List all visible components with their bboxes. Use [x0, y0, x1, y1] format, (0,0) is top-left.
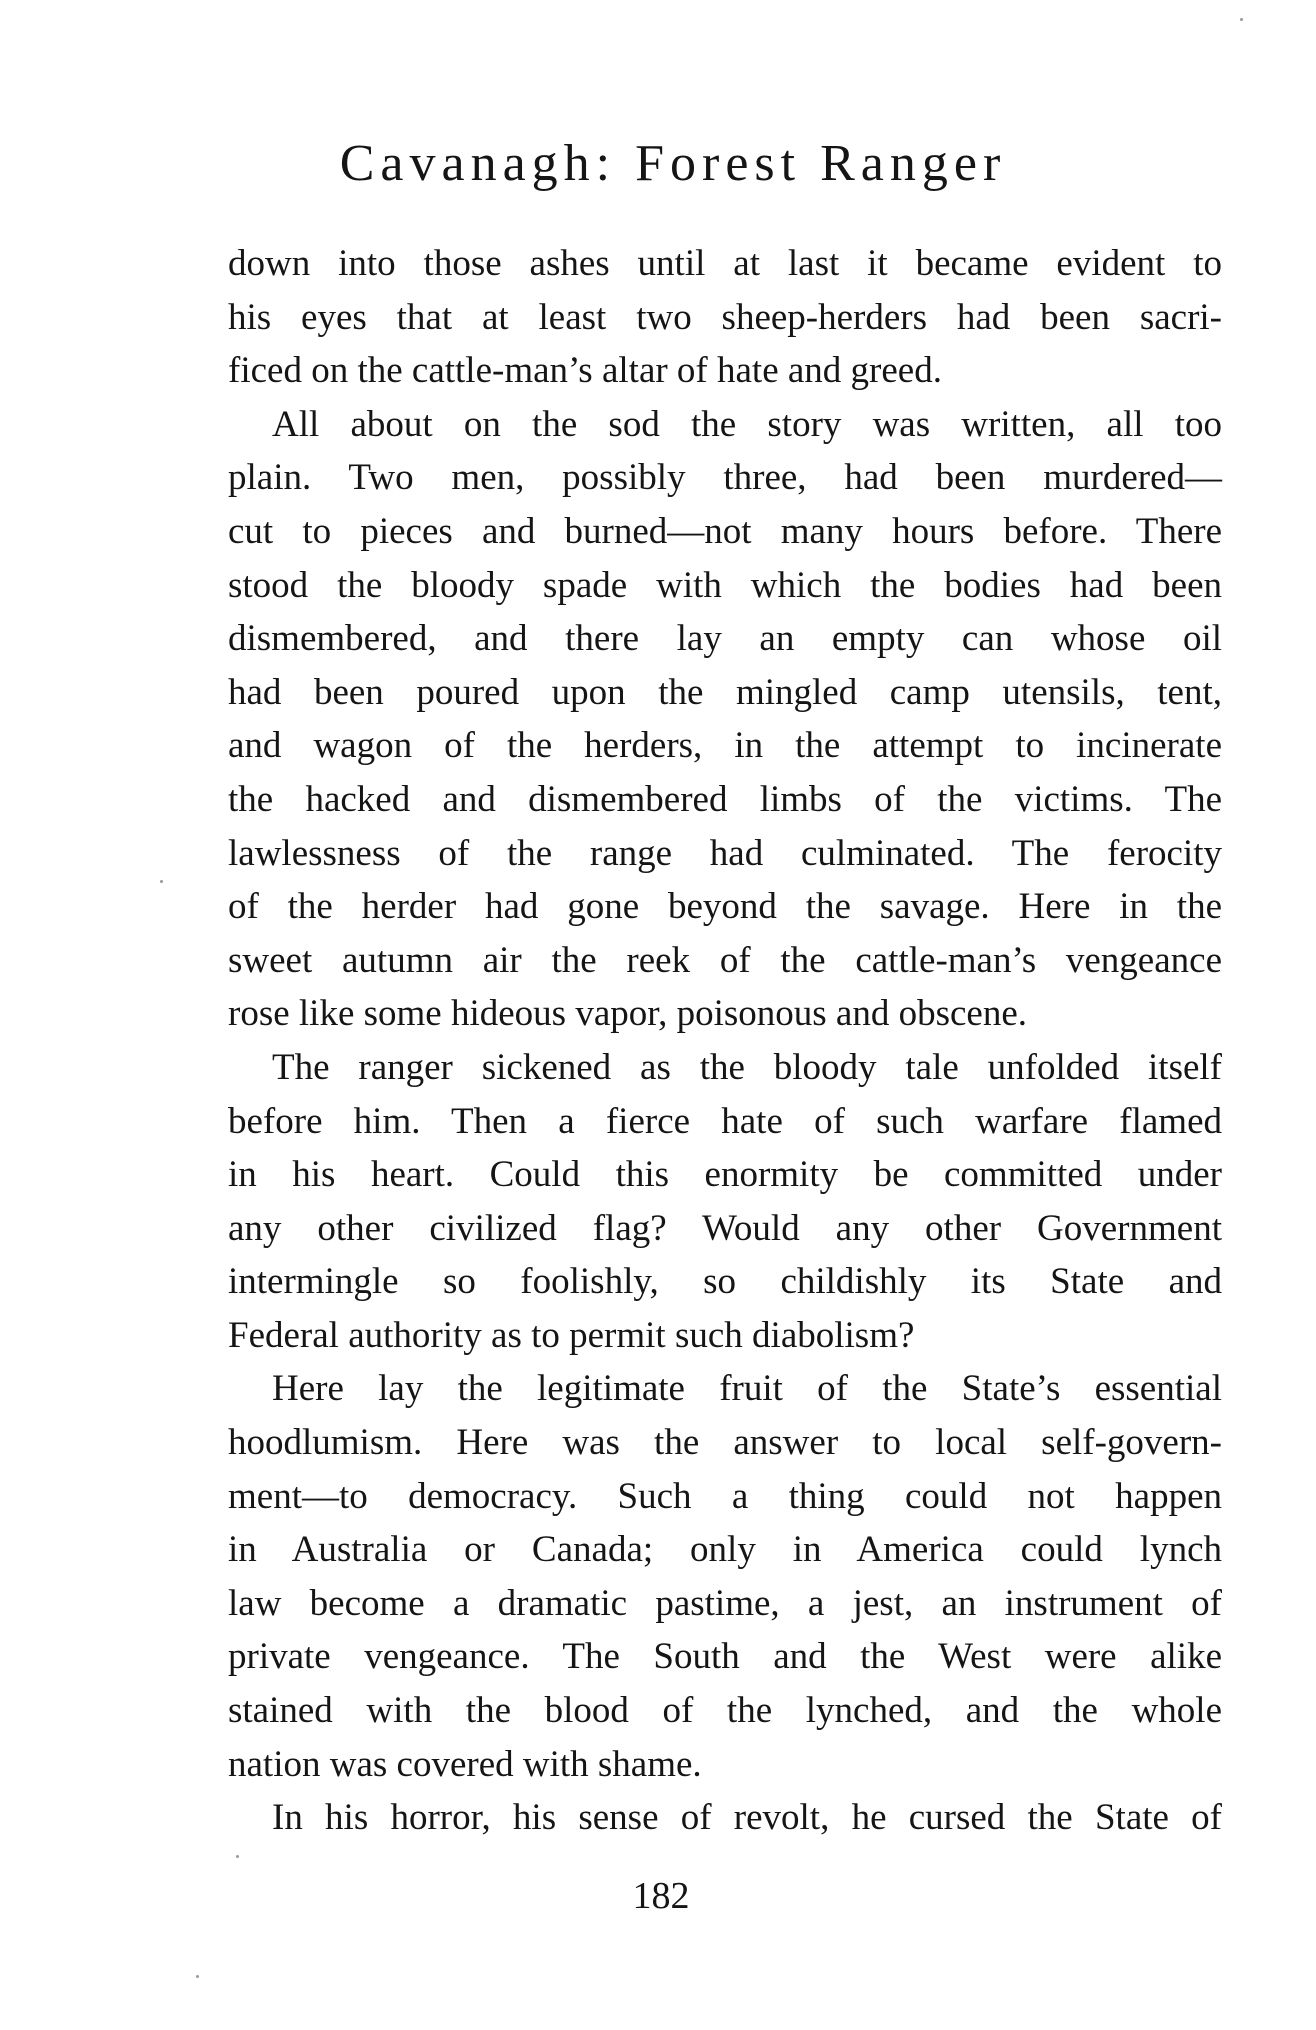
page-number: 182 — [632, 1875, 690, 1917]
text-line: his eyes that at least two sheep-herders had been sacri- — [228, 296, 1222, 338]
text-line: nation was covered with shame. — [228, 1743, 702, 1785]
text-line: had been poured upon the mingled camp utensils, tent, — [228, 671, 1222, 713]
text-line: before him. Then a fierce hate of such warfare flamed — [228, 1100, 1222, 1142]
text-line: the hacked and dismembered limbs of the victims. The — [228, 778, 1222, 820]
text-line: ficed on the cattle-man’s altar of hate and greed. — [228, 350, 942, 392]
text-line: down into those ashes until at last it became evident to — [228, 243, 1222, 284]
text-line: stained with the blood of the lynched, and the whole — [228, 1690, 1222, 1732]
text-line: cut to pieces and burned—not many hours before. There — [228, 510, 1222, 552]
text-line: stood the bloody spade with which the bodies had been — [228, 564, 1222, 606]
running-head: Cavanagh: Forest Ranger — [339, 135, 1007, 192]
text-line: sweet autumn air the reek of the cattle-man’s vengeance — [228, 939, 1222, 981]
text-line: Federal authority as to permit such diabolism? — [228, 1314, 915, 1356]
text-line: hoodlumism. Here was the answer to local self-govern- — [228, 1422, 1222, 1464]
text-line: any other civilized flag? Would any other Government — [228, 1207, 1222, 1249]
text-line: dismembered, and there lay an empty can whose oil — [228, 618, 1222, 660]
text-line: and wagon of the herders, in the attempt to incinerate — [228, 725, 1222, 767]
scan-speck — [236, 1855, 239, 1858]
text-line: in his heart. Could this enormity be committed under — [228, 1154, 1222, 1196]
text-line: Here lay the legitimate fruit of the State’s essential — [272, 1368, 1222, 1410]
text-line: All about on the sod the story was written, all too — [272, 403, 1222, 445]
text-line: lawlessness of the range had culminated. The ferocity — [228, 832, 1222, 874]
text-line: law become a dramatic pastime, a jest, an instrument of — [228, 1582, 1222, 1624]
text-line: ment—to democracy. Such a thing could not happen — [228, 1475, 1222, 1517]
text-line: in Australia or Canada; only in America could lynch — [228, 1529, 1222, 1571]
text-line: plain. Two men, possibly three, had been murdered— — [228, 457, 1222, 499]
scan-speck — [1240, 18, 1243, 21]
scan-speck — [160, 880, 163, 883]
body-text — [228, 237, 1222, 1845]
text-line: rose like some hideous vapor, poisonous and obscene. — [228, 993, 1028, 1035]
text-line: private vengeance. The South and the West were alike — [228, 1636, 1222, 1678]
text-line: In his horror, his sense of revolt, he cursed the State of — [272, 1797, 1222, 1839]
text-line: The ranger sickened as the bloody tale unfolded itself — [272, 1046, 1222, 1088]
text-line: of the herder had gone beyond the savage. Here in the — [228, 886, 1222, 928]
text-line: intermingle so foolishly, so childishly its State and — [228, 1261, 1222, 1303]
scan-speck — [196, 1975, 199, 1978]
